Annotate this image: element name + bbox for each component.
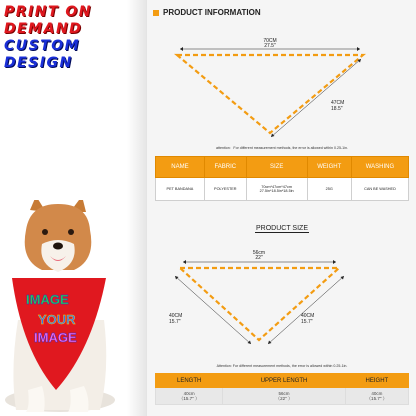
size-upper-length <box>223 388 345 405</box>
dog-with-bandana-image <box>0 200 126 416</box>
info-attention-note: attention：For different measurement methods, the error is allowed within 0.25-1in. <box>216 146 348 150</box>
promo-line-2: DEMAND <box>4 21 83 37</box>
size-height-in: （15.7" ） <box>366 396 388 401</box>
spec-header-row <box>156 157 409 178</box>
size-right-cm: 40CM <box>301 313 315 319</box>
size-title-text: PRODUCT SIZE <box>256 225 308 232</box>
bandana-text-line-3: IMAGE <box>34 330 77 345</box>
info-side-in: 18.5" <box>331 106 343 112</box>
bandana-text-line-2: YOUR <box>38 312 76 327</box>
info-width-in: 27.5" <box>264 43 276 49</box>
promo-line-4: DESIGN <box>4 55 73 71</box>
size-row <box>156 388 409 405</box>
spec-header-weight: WEIGHT <box>307 157 351 178</box>
spec-size <box>246 178 307 201</box>
size-length <box>156 388 223 405</box>
product-panel <box>146 0 416 416</box>
spec-table <box>155 156 409 201</box>
info-width-cm: 70CM <box>263 38 277 44</box>
size-height-cm: 40cm <box>371 391 383 396</box>
spec-header-washing: WASHING <box>351 157 408 178</box>
size-left-in: 15.7" <box>169 319 181 325</box>
spec-header-name: NAME <box>156 157 205 178</box>
size-length-cm: 40cm <box>183 391 195 396</box>
size-header-upper-length: UPPER LENGTH <box>223 374 345 388</box>
spec-washing: CAN BE WASHED <box>351 178 408 201</box>
size-right-in: 15.7" <box>301 319 313 325</box>
size-header-row <box>156 374 409 388</box>
size-header-length: LENGTH <box>156 374 223 388</box>
size-diagram <box>147 240 416 350</box>
spec-header-fabric: FABRIC <box>204 157 246 178</box>
info-diagram <box>147 35 416 145</box>
square-bullet-icon <box>153 10 159 16</box>
promo-line-1: PRINT ON <box>4 4 93 20</box>
size-top-cm: 56cm <box>252 250 266 256</box>
info-header <box>153 8 261 17</box>
size-table <box>155 373 409 405</box>
size-upper-cm: 56cm <box>278 391 290 396</box>
spec-size-cm: 70cm*47cm*47cm <box>261 185 293 189</box>
promo-line-3: CUSTOM <box>4 38 81 54</box>
promo-panel <box>0 0 146 416</box>
size-header-height: HEIGHT <box>345 374 408 388</box>
size-title <box>147 225 416 232</box>
info-title: PRODUCT INFORMATION <box>163 8 261 17</box>
bandana-text-line-1: IMAGE <box>26 292 69 307</box>
spec-header-size: SIZE <box>246 157 307 178</box>
spec-row <box>156 178 409 201</box>
size-upper-in: （22" ） <box>275 396 293 401</box>
size-attention-note: Attention: For different measurement methods, the error is allowed within 0.25-1in. <box>216 364 348 368</box>
panel-shadow <box>127 0 146 416</box>
spec-size-in: 27.5in*18.5in*18.5in <box>259 189 294 193</box>
size-top-in: 22" <box>255 255 263 261</box>
spec-name: PET BANDANA <box>156 178 205 201</box>
size-height <box>345 388 408 405</box>
spec-fabric: POLYESTER <box>204 178 246 201</box>
info-side-cm: 47CM <box>331 100 345 106</box>
size-length-in: （15.7" ） <box>178 396 200 401</box>
size-left-cm: 40CM <box>169 313 183 319</box>
spec-weight: 25G <box>307 178 351 201</box>
